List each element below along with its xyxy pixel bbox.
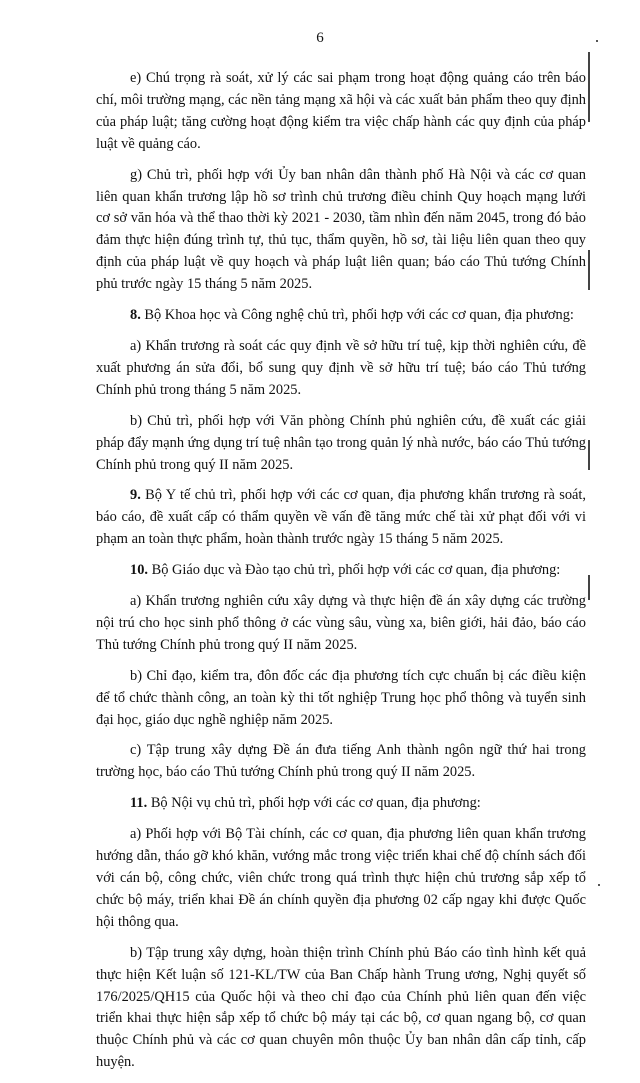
scan-artifact-line — [588, 52, 590, 122]
paragraph-text: Bộ Giáo dục và Đào tạo chủ trì, phối hợp với các cơ quan, địa phương: — [151, 562, 561, 579]
page-number: 6 — [316, 30, 324, 46]
paragraph-e — [96, 68, 586, 156]
section-10-item-a — [96, 591, 586, 657]
scan-artifact-line — [588, 250, 590, 290]
section-8-item-b — [96, 411, 586, 477]
section-8-item-a — [96, 336, 586, 402]
section-10-heading — [96, 560, 586, 582]
section-11-heading — [96, 793, 586, 815]
section-8-heading — [96, 305, 586, 327]
scan-artifact-line — [588, 575, 590, 600]
paragraph-text: a) Phối hợp với Bộ Tài chính, các cơ quan, địa phương liên quan khẩn trương hướng dẫn, tháo gỡ khó khăn, vướng mắc trong việc triển khai chế độ chính sách đối với cán bộ, công chức, viên chức trong quá trình thực hiện chủ trương sắp xếp tổ chức bộ máy, triển khai Đề án chính quyền địa phương 02 cấp ngay khi được Quốc hội thông qua. — [96, 826, 586, 930]
section-10-item-c — [96, 740, 586, 784]
paragraph-text: g) Chủ trì, phối hợp với Ủy ban nhân dân thành phố Hà Nội và các cơ quan liên quan khẩn trương lập hồ sơ trình chủ trương điều chỉnh Quy hoạch mạng lưới cơ sở văn hóa và thể thao thời kỳ 2021 - 2030, tầm nhìn đến năm 2045, trong đó bảo đảm thực hiện đúng trình tự, thủ tục, thẩm quyền, hồ sơ, tài liệu liên quan theo quy định của pháp luật về quy hoạch và pháp luật liên quan; báo cáo Thủ tướng Chính phủ trước ngày 15 tháng 5 năm 2025. — [96, 166, 586, 293]
paragraph-text: a) Khẩn trương nghiên cứu xây dựng và thực hiện đề án xây dựng các trường nội trú cho học sinh phổ thông ở các vùng sâu, vùng xa, biên giới, hải đảo, báo cáo Thủ tướng Chính phủ trong quý II năm 2025. — [96, 593, 586, 653]
section-9-heading — [96, 485, 586, 551]
paragraph-text: e) Chú trọng rà soát, xử lý các sai phạm trong hoạt động quảng cáo trên báo chí, môi trường mạng, các nền tảng mạng xã hội và các xuất bản phẩm theo quy định của pháp luật; tăng cường hoạt động kiểm tra việc chấp hành các quy định của pháp luật về quảng cáo. — [96, 70, 586, 152]
paragraph-g — [96, 165, 586, 296]
paragraph-text: Bộ Nội vụ chủ trì, phối hợp với các cơ quan, địa phương: — [150, 795, 481, 812]
paragraph-text: b) Tập trung xây dựng, hoàn thiện trình Chính phủ Báo cáo tình hình kết quả thực hiện Kết luận số 121-KL/TW của Ban Chấp hành Trung ương, Nghị quyết số 176/2025/QH15 của Quốc hội và theo chỉ đạo của Chính phủ liên quan đến việc triển khai thực hiện sắp xếp tổ chức bộ máy tại các bộ, cơ quan ngang bộ, cơ quan thuộc Chính phủ và các cơ quan chuyên môn thuộc Ủy ban nhân dân cấp tỉnh, cấp huyện. — [96, 944, 586, 1071]
section-number: 8. — [130, 307, 141, 324]
section-11-item-b — [96, 943, 586, 1074]
section-11-item-a — [96, 824, 586, 934]
paragraph-text: Bộ Khoa học và Công nghệ chủ trì, phối hợp với các cơ quan, địa phương: — [144, 307, 574, 324]
scan-artifact-line — [588, 440, 590, 470]
scan-speck — [596, 40, 598, 42]
paragraph-text: b) Chỉ đạo, kiểm tra, đôn đốc các địa phương tích cực chuẩn bị các điều kiện để tổ chức thành công, an toàn kỳ thi tốt nghiệp Trung học phổ thông và tuyển sinh đại học, giáo dục nghề nghiệp năm 2025. — [96, 667, 586, 728]
scan-speck — [598, 884, 600, 886]
section-10-item-b — [96, 666, 586, 732]
section-number: 9. — [130, 487, 141, 504]
document-body — [96, 68, 586, 1083]
paragraph-text: Bộ Y tế chủ trì, phối hợp với các cơ quan, địa phương khẩn trương rà soát, báo cáo, đề xuất cấp có thẩm quyền về vấn đề tăng mức chế tài xử phạt đối với vi phạm an toàn thực phẩm, hoàn thành trước ngày 15 tháng 5 năm 2025. — [96, 487, 587, 548]
paragraph-text: b) Chủ trì, phối hợp với Văn phòng Chính phủ nghiên cứu, đề xuất các giải pháp đẩy mạnh ứng dụng trí tuệ nhân tạo trong quản lý nhà nước, báo cáo Thủ tướng Chính phủ trong quý II năm 2025. — [96, 412, 586, 473]
paragraph-text: a) Khẩn trương rà soát các quy định về sở hữu trí tuệ, kịp thời nghiên cứu, đề xuất phương án sửa đổi, bổ sung quy định về sở hữu trí tuệ; báo cáo Thủ tướng Chính phủ trong tháng 5 năm 2025. — [96, 337, 586, 398]
section-number: 11. — [130, 795, 148, 812]
section-number: 10. — [130, 562, 148, 579]
paragraph-text: c) Tập trung xây dựng Đề án đưa tiếng Anh thành ngôn ngữ thứ hai trong trường học, báo cáo Thủ tướng Chính phủ trong quý II năm 2025. — [96, 742, 586, 781]
